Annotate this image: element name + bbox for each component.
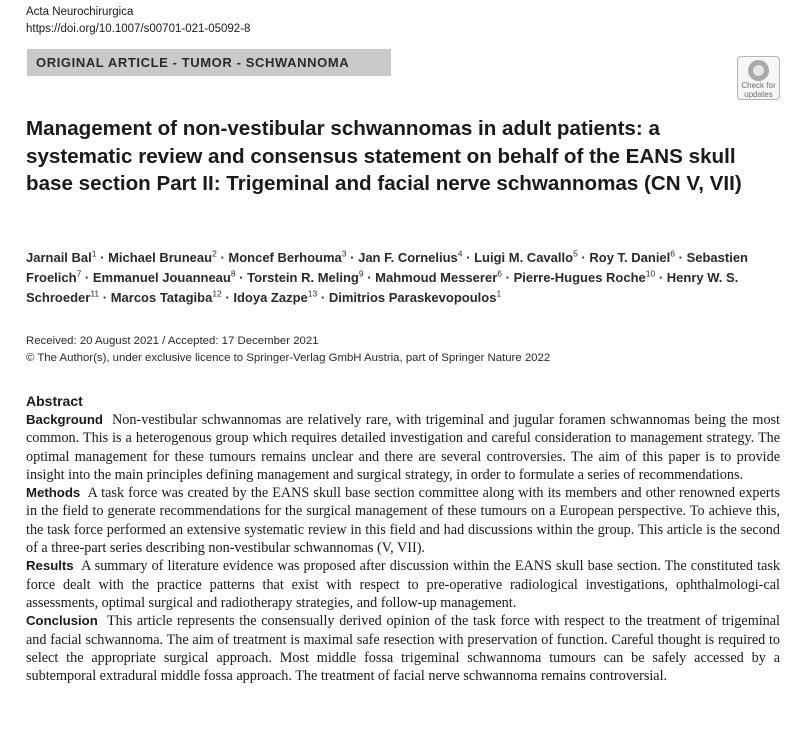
check-updates-label: Check for updates [741,81,776,99]
abstract-background [26,411,780,484]
abstract-section-label: Methods [26,485,81,501]
author-entry[interactable] [358,250,462,265]
author-entry[interactable] [589,250,675,265]
journal-name: Acta Neurochirurgica [26,6,134,18]
author-entry[interactable] [474,250,578,265]
author-affiliation: 12 [212,288,222,299]
article-category-banner: ORIGINAL ARTICLE - TUMOR - SCHWANNOMA [27,49,391,76]
abstract-section-text: This article represents the consensually derived opinion of the task force with respect to the treatment of trigeminal and facial schwannoma. The aim of treatment is maximal safe resection with preservation of function. Careful thought is required to select the appropriate surgical approach. Most middle fossa trigeminal schwannoma tumours can be safely accessed by a subtemporal extradural middle fossa approach. The treatment of facial nerve schwannoma remains controversial. [26,613,781,685]
author-affiliation: 6 [670,248,676,259]
author-name: Emmanuel Jouanneau [92,270,231,285]
received-accepted-dates: Received: 20 August 2021 / Accepted: 17 December 2021 [26,335,319,347]
author-entry[interactable] [375,270,502,285]
author-affiliation: 6 [497,268,502,279]
abstract-section-label: Background [26,412,103,427]
author-affiliation: 4 [457,248,463,259]
article-title: Management of non-vestibular schwannomas in adult patients: a systematic review and consensus statement on behalf of the EANS skull base section Part II: Trigeminal and facial nerve schwannomas (CN V, VII) [26,117,742,195]
author-entry[interactable] [93,270,236,285]
author-affiliation: 5 [573,248,578,259]
author-name: Roy T. Daniel [589,250,671,265]
author-affiliation: 11 [90,288,100,299]
author-list: Jarnail Bal$^1$ · Michael Bruneau$^2$ · Moncef Berhouma$^3$ · Jan F. Cornelius$^4$ · Luigi M. Cavallo$^5$ · Roy T. Daniel$^6$ · Sebastien Froelich$^7$ · Emmanuel Jouanneau$^8$ · Torstein R. Meling$^9$ · Mahmoud Messerer$^6$ · Pierre-Hugues Roche$^{10}$ · Henry W. S. Schroeder$^{11}$ · Marcos Tatagiba$^{12}$ · Idoya Zazpe$^{13}$ · Dimitrios Paraskevopoulos$^1$ [26,248,748,305]
author-entry[interactable] [228,250,346,265]
author-name: Moncef Berhouma [228,250,342,265]
author-entry[interactable] [26,250,97,265]
abstract-section-text: A task force was created by the EANS skull base section committee along with its members and other renowned experts in the field to generate recommendations for the surgical management of these tumours on a European perspective. To achieve this, the task force performed an extensive systematic review in this field and had discussions within the group. This article is the second of a three-part series describing non-vestibular schwannomas (V, VII). [26,485,780,557]
author-entry[interactable] [233,290,317,305]
abstract-heading: Abstract [26,393,83,409]
author-affiliation: 7 [76,268,82,279]
author-entry[interactable] [514,270,656,285]
author-affiliation: 10 [645,268,656,279]
author-name: Dimitrios Paraskevopoulos [328,290,497,305]
author-name: Henry W. S. Schroeder [26,270,739,305]
check-for-updates-button[interactable] [737,56,780,100]
abstract-section-label: Conclusion [26,613,98,629]
author-name: Idoya Zazpe [233,290,308,305]
abstract-body [26,411,780,685]
author-entry[interactable] [108,250,217,265]
author-affiliation: 1 [496,288,502,299]
check-updates-icon [748,60,769,81]
author-name: Sebastien Froelich [26,250,748,285]
doi-link[interactable]: https://doi.org/10.1007/s00701-021-05092-8 [26,23,251,35]
abstract-section-text: A summary of literature evidence was proposed after discussion within the EANS skull base section. The constituted task force dealt with the practice patterns that exist with respect to pre-operative radiological investigations, ophthalmologi-cal assessments, optimal surgical and radiotherapy strategies, and follow-up management. [26,558,780,611]
author-name: Marcos Tatagiba [110,290,213,305]
abstract-section-label: Results [26,558,74,574]
abstract-conclusion [26,612,780,685]
author-entry[interactable] [247,270,363,285]
author-entry[interactable] [111,290,222,305]
author-affiliation: 2 [212,248,217,259]
author-affiliation: 8 [230,268,236,279]
abstract-section-text: Non-vestibular schwannomas are relatively rare, with trigeminal and jugular foramen schwannomas being the most common. This is a heterogenous group which requires detailed investigation and careful consideration to management strategy. The optimal management for these tumours remains unclear and there are several controversies. The aim of this paper is to provide insight into the main principles defining management and surgical strategy, in order to formulate a series of recommendations. [26,412,780,483]
abstract-results [26,557,780,612]
author-name: Jan F. Cornelius [358,250,458,265]
author-name: Jarnail Bal [26,250,92,265]
abstract-methods [26,484,780,557]
author-affiliation: 9 [358,268,364,279]
author-name: Pierre-Hugues Roche [513,270,646,285]
author-entry[interactable] [329,290,501,305]
author-affiliation: 13 [307,288,318,299]
author-name: Torstein R. Meling [247,270,359,285]
author-affiliation: 3 [341,248,347,259]
author-name: Michael Bruneau [108,250,213,265]
author-name: Luigi M. Cavallo [474,250,574,265]
author-name: Mahmoud Messerer [375,270,498,285]
author-affiliation: 1 [91,248,97,259]
copyright-notice: © The Author(s), under exclusive licence to Springer-Verlag GmbH Austria, part of Springer Nature 2022 [26,352,551,364]
